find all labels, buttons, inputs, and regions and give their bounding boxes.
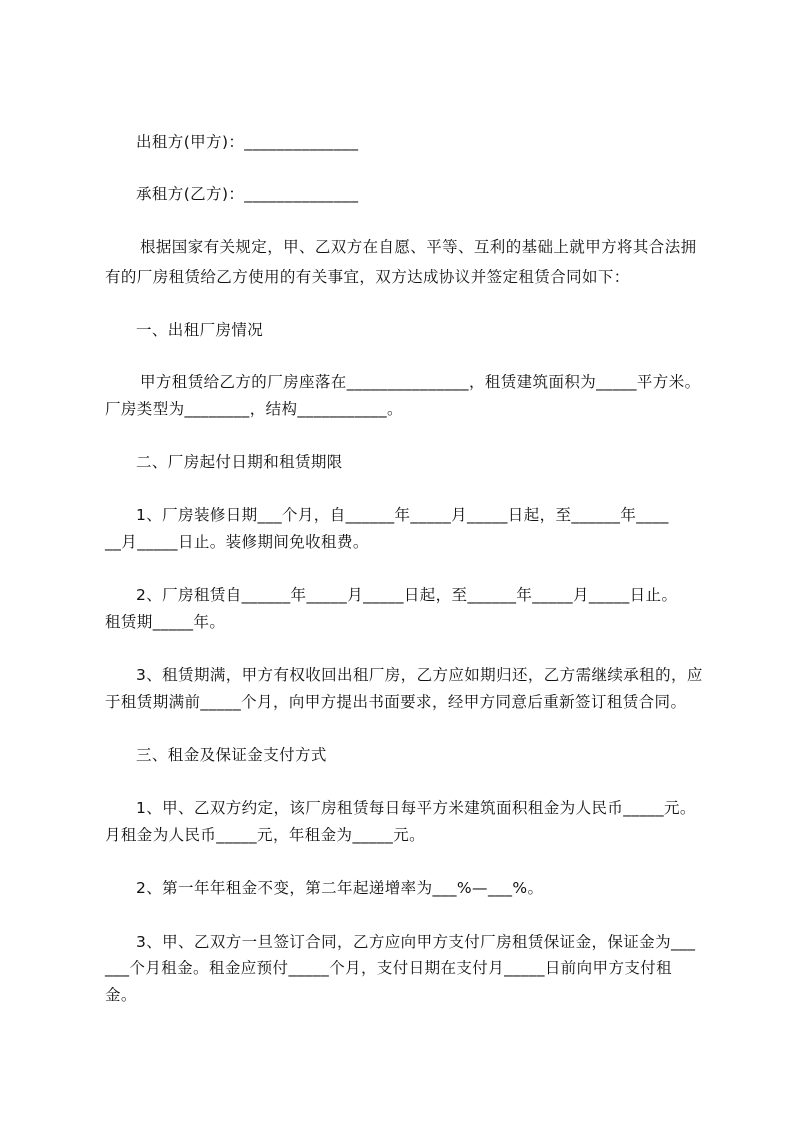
section3-item1-line-2: 月租金为人民币_____元，年租金为_____元。: [105, 826, 426, 844]
section2-item3-line-2: 于租赁期满前_____个月，向甲方提出书面要求，经甲方同意后重新签订租赁合同。: [105, 693, 687, 711]
section3-item1-line-1: 1、甲、乙双方约定，该厂房租赁每日每平方米建筑面积租金为人民币_____元。: [136, 799, 696, 817]
intro-paragraph-line-1: 根据国家有关规定，甲、乙双方在自愿、平等、互利的基础上就甲方将其合法拥: [140, 238, 697, 256]
lessee-line: 承租方(乙方)：______________: [136, 185, 359, 203]
section2-item3-line-1: 3、租赁期满，甲方有权收回出租厂房，乙方应如期归还，乙方需继续承租的，应: [136, 666, 703, 684]
lessor-line: 出租方(甲方)：______________: [136, 133, 359, 151]
section1-paragraph-line-1: 甲方租赁给乙方的厂房座落在_______________，租赁建筑面积为_____平方米。: [140, 373, 701, 391]
section3-item2-line-1: 2、第一年年租金不变，第二年起递增率为___%—___%。: [136, 879, 544, 897]
section3-item3-line-2: ___个月租金。租金应预付_____个月，支付日期在支付月_____日前向甲方支付租: [105, 959, 673, 977]
section3-item3-line-3: 金。: [105, 986, 137, 1004]
section1-paragraph-line-2: 厂房类型为________，结构___________。: [105, 400, 403, 418]
section2-item1-line-2: __月_____日止。装修期间免收租费。: [105, 533, 369, 551]
intro-paragraph-line-2: 有的厂房租赁给乙方使用的有关事宜，双方达成协议并签定租赁合同如下：: [105, 268, 630, 286]
section-heading-3: 三、租金及保证金支付方式: [136, 746, 327, 764]
section2-item2-line-2: 租赁期_____年。: [105, 613, 226, 631]
section2-item1-line-1: 1、厂房装修日期___个月，自______年_____月_____日起，至______年____: [136, 506, 669, 524]
section-heading-2: 二、厂房起付日期和租赁期限: [136, 453, 343, 471]
section-heading-1: 一、出租厂房情况: [136, 321, 264, 339]
section2-item2-line-1: 2、厂房租赁自______年_____月_____日起，至______年_____月_____日止。: [136, 586, 678, 604]
section3-item3-line-1: 3、甲、乙双方一旦签订合同，乙方应向甲方支付厂房租赁保证金，保证金为___: [136, 933, 696, 951]
